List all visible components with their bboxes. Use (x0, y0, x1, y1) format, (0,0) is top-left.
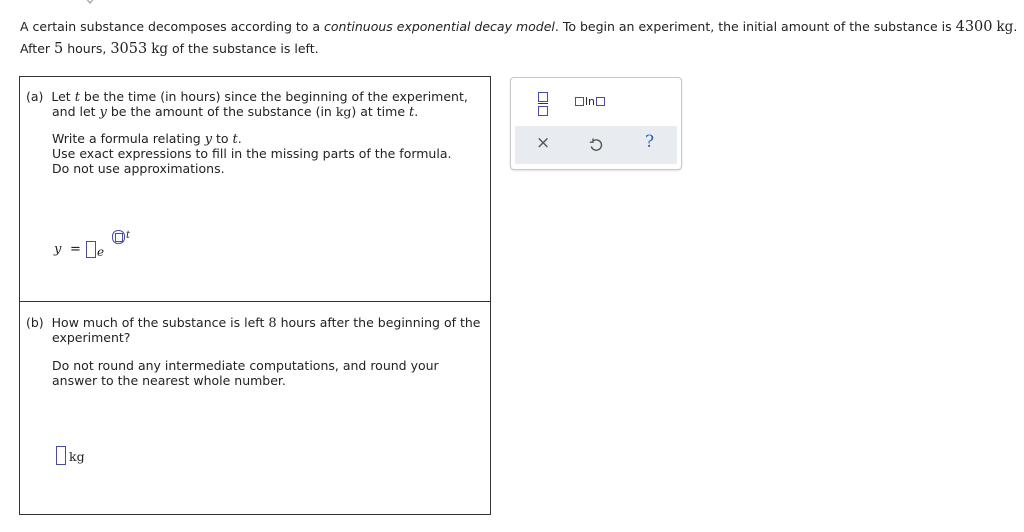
elapsed-hours: 5 (54, 41, 64, 57)
part-b-line-2: experiment? (52, 330, 131, 345)
problem-intro (20, 16, 1017, 60)
log-icon[interactable]: ln (575, 95, 605, 108)
coefficient-input[interactable] (86, 241, 96, 258)
question-panel (19, 76, 491, 515)
part-a-label: (a) (26, 89, 44, 104)
part-a-line-1: (a) Let t be the time (in hours) since the beginning of the experiment, (26, 89, 468, 105)
exponent-input[interactable] (112, 230, 125, 244)
intro-line-1: A certain substance decomposes according to a continuous exponential decay model. To begin an experiment, the initial amount of the substance is 4300 kg. (20, 19, 1018, 35)
part-a-line-3: Write a formula relating y to t. (52, 131, 242, 147)
undo-icon[interactable] (589, 138, 603, 153)
model-name: continuous exponential decay model (324, 19, 555, 34)
formula-t: t (126, 230, 131, 241)
answer-unit: kg (69, 449, 85, 464)
math-toolbar (510, 77, 682, 170)
part-b-line-3: Do not round any intermediate computations, and round your (52, 358, 439, 373)
part-a-line-4: Use exact expressions to fill in the missing parts of the formula. (52, 146, 452, 161)
help-icon[interactable]: ? (645, 132, 655, 152)
fraction-icon[interactable] (538, 92, 548, 116)
section-divider (20, 301, 490, 302)
formula-equals: = (70, 242, 81, 257)
answer-input[interactable] (56, 446, 66, 465)
part-b-line-4: answer to the nearest whole number. (52, 373, 286, 388)
clear-icon[interactable]: × (536, 133, 551, 153)
toolbar-actions (515, 126, 677, 164)
part-a-line-5: Do not use approximations. (52, 161, 225, 176)
part-b-line-1: (b) How much of the substance is left 8 hours after the beginning of the (26, 315, 481, 331)
chevron-down-icon[interactable] (84, 0, 96, 6)
part-a-line-2: and let y be the amount of the substance (in kg) at time t. (52, 104, 419, 120)
initial-amount: 4300 (955, 19, 993, 35)
remaining-amount: 3053 (110, 41, 148, 57)
intro-line-2: After 5 hours, 3053 kg of the substance is left. (20, 41, 319, 57)
formula-y: y (54, 242, 62, 257)
part-b-label: (b) (26, 315, 44, 330)
formula-e: e (97, 245, 105, 259)
